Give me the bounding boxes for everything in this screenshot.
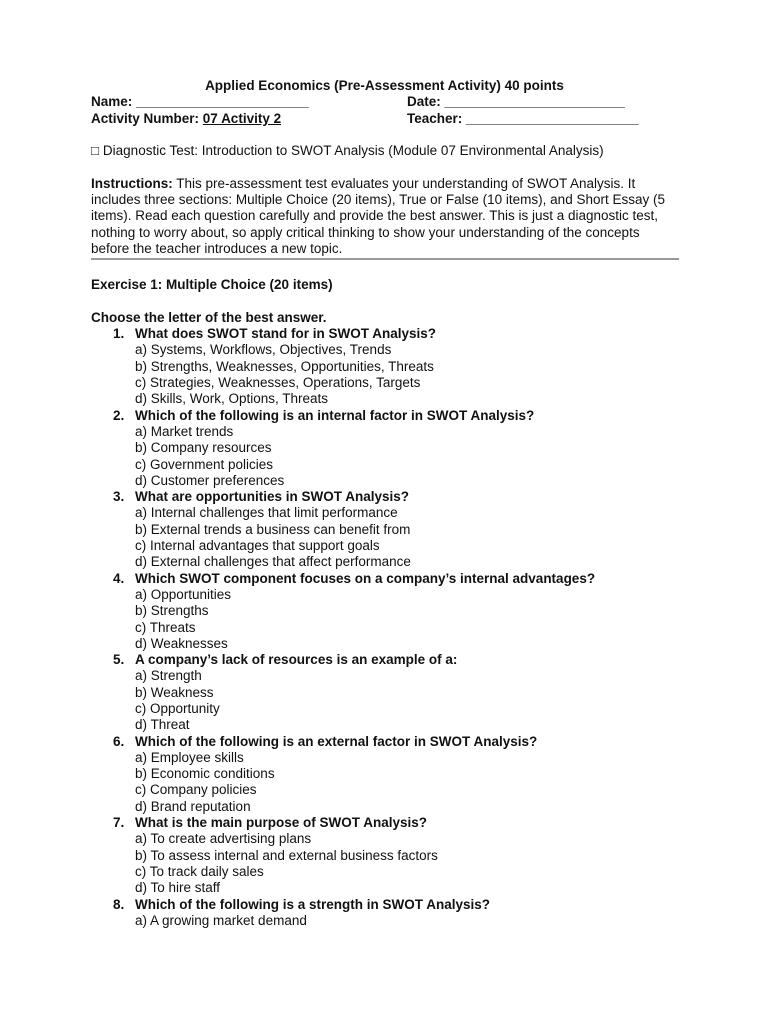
answer-option: c) To track daily sales	[135, 863, 264, 879]
exercise-1-title: Exercise 1: Multiple Choice (20 items)	[91, 277, 333, 293]
question-number: 3.	[113, 489, 125, 505]
answer-option: b) Economic conditions	[135, 766, 275, 782]
answer-option: a) Market trends	[135, 423, 234, 439]
answer-option: c) Government policies	[135, 456, 274, 472]
question-text: What does SWOT stand for in SWOT Analysis?	[135, 326, 437, 342]
answer-option: a) To create advertising plans	[135, 831, 312, 847]
question-number: 4.	[113, 570, 125, 586]
answer-option: c) Threats	[135, 619, 196, 635]
question-item	[91, 489, 681, 570]
name-field	[91, 94, 309, 110]
question-item	[91, 408, 681, 489]
question-text: Which of the following is an external factor in SWOT Analysis?	[135, 733, 538, 749]
question-item	[91, 571, 681, 652]
answer-option: b) Company resources	[135, 440, 272, 456]
answer-option: a) Internal challenges that limit performance	[135, 505, 398, 521]
teacher-label: Teacher:	[407, 110, 463, 126]
answer-option: d) Customer preferences	[135, 472, 285, 488]
question-number: 2.	[113, 407, 125, 423]
question-text: A company’s lack of resources is an example of a:	[135, 652, 458, 668]
instructions-label: Instructions:	[91, 175, 173, 191]
instructions-paragraph	[91, 176, 681, 257]
diagnostic-text: Diagnostic Test: Introduction to SWOT Analysis (Module 07 Environmental Analysis)	[102, 143, 604, 159]
question-text: Which of the following is a strength in SWOT Analysis?	[135, 896, 491, 912]
teacher-field	[407, 111, 639, 127]
answer-option: d) External challenges that affect performance	[135, 554, 411, 570]
diagnostic-test-line	[91, 143, 681, 159]
name-label: Name:	[91, 94, 133, 110]
question-item	[91, 734, 681, 815]
answer-option: d) Threat	[135, 717, 190, 733]
document-title: Applied Economics (Pre-Assessment Activity) 40 points	[205, 78, 564, 93]
answer-option: b) Strengths, Weaknesses, Opportunities, Threats	[135, 358, 434, 374]
date-blank: ________________________	[444, 94, 625, 110]
answer-option: a) Opportunities	[135, 586, 232, 602]
answer-option: a) A growing market demand	[135, 912, 307, 928]
instructions-text: This pre-assessment test evaluates your understanding of SWOT Analysis. It includes three sections: Multiple Choice (20 items), True or False (10 items), and Short Essay (5 items). Read each question carefully and provide the best answer. This is just a diagnostic test, nothing to worry about, so apply critical thinking to show your understanding of the concepts before the teacher introduces a new topic.	[91, 175, 665, 256]
teacher-blank: _______________________	[466, 110, 639, 126]
answer-option: b) To assess internal and external business factors	[135, 847, 438, 863]
activity-value: 07 Activity 2	[202, 110, 282, 126]
checkbox-icon: □	[91, 143, 100, 159]
answer-option: a) Systems, Workflows, Objectives, Trends	[135, 342, 392, 358]
answer-option: c) Opportunity	[135, 700, 220, 716]
question-number: 7.	[113, 815, 125, 831]
answer-option: b) Strengths	[135, 603, 209, 619]
date-field	[407, 94, 625, 110]
question-text: Which of the following is an internal factor in SWOT Analysis?	[135, 407, 535, 423]
question-item	[91, 815, 681, 896]
answer-option: c) Company policies	[135, 782, 257, 798]
date-label: Date:	[407, 94, 441, 110]
exercise-1-direction: Choose the letter of the best answer.	[91, 309, 327, 325]
question-text: What are opportunities in SWOT Analysis?	[135, 489, 410, 505]
question-item	[91, 652, 681, 733]
activity-label: Activity Number:	[91, 110, 200, 126]
question-number: 8.	[113, 896, 125, 912]
answer-option: d) To hire staff	[135, 880, 221, 896]
activity-field	[91, 111, 281, 127]
document-content	[91, 78, 681, 929]
name-blank: _______________________	[136, 94, 309, 110]
answer-option: b) Weakness	[135, 684, 214, 700]
answer-option: a) Employee skills	[135, 749, 244, 765]
question-number: 1.	[113, 326, 125, 342]
answer-option: a) Strength	[135, 668, 202, 684]
activity-teacher-row	[91, 111, 681, 127]
question-number: 5.	[113, 652, 125, 668]
answer-option: c) Internal advantages that support goals	[135, 538, 380, 554]
answer-option: d) Weaknesses	[135, 635, 228, 651]
question-text: What is the main purpose of SWOT Analysis?	[135, 815, 428, 831]
answer-option: d) Skills, Work, Options, Threats	[135, 391, 329, 407]
name-date-row	[91, 94, 681, 110]
question-number: 6.	[113, 733, 125, 749]
question-item	[91, 897, 681, 930]
question-item	[91, 326, 681, 407]
question-text: Which SWOT component focuses on a company’s internal advantages?	[135, 570, 596, 586]
answer-option: d) Brand reputation	[135, 798, 251, 814]
answer-option: c) Strategies, Weaknesses, Operations, Targets	[135, 375, 421, 391]
answer-option: b) External trends a business can benefit from	[135, 521, 411, 537]
question-list	[91, 326, 681, 929]
